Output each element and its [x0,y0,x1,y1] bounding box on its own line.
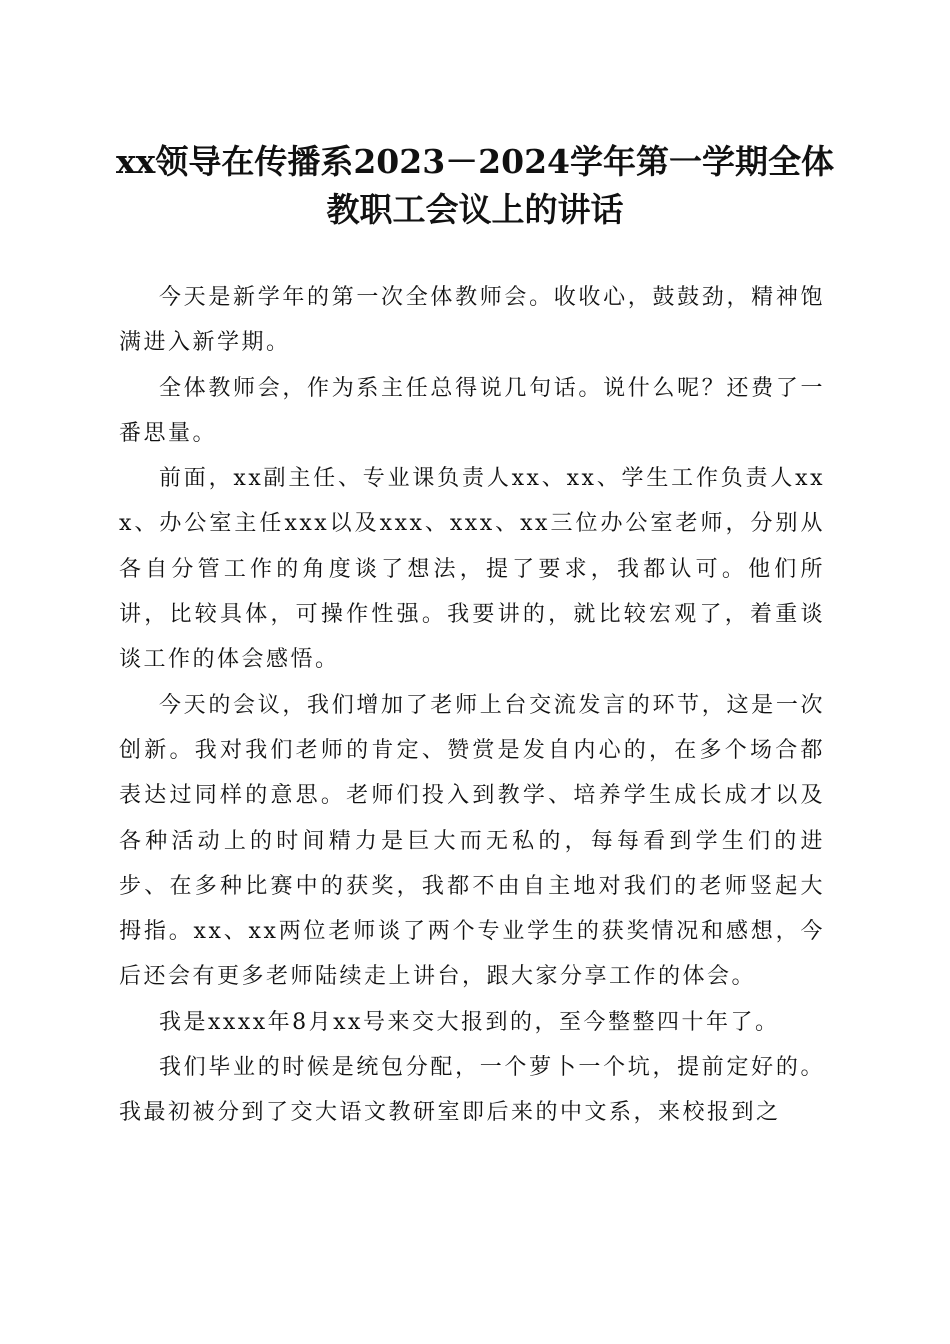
paragraph-6: 我们毕业的时候是统包分配，一个萝卜一个坑，提前定好的。我最初被分到了交大语文教研室即后来的中文系，来校报到之 [119,1055,825,1126]
paragraph-4: 今天的会议，我们增加了老师上台交流发言的环节，这是一次创新。我对我们老师的肯定、赞赏是发自内心的，在多个场合都表达过同样的意思。老师们投入到教学、培养学生成长成才以及各种活动上的时间精力是巨大而无私的，每每看到学生们的进步、在多种比赛中的获奖，我都不由自主地对我们的老师竖起大拇指。xx、xx两位老师谈了两个专业学生的获奖情况和感想，今后还会有更多老师陆续走上讲台，跟大家分享工作的体会。 [119,692,825,990]
paragraph-1: 今天是新学年的第一次全体教师会。收收心，鼓鼓劲，精神饱满进入新学期。 [119,285,825,356]
document-title: xx领导在传播系2023－2024学年第一学期全体教职工会议上的讲话 [115,142,835,229]
paragraph-3: 前面，xx副主任、专业课负责人xx、xx、学生工作负责人xxx、办公室主任xxx以及xxx、xxx、xx三位办公室老师，分别从各自分管工作的角度谈了想法，提了要求，我都认可。他们所讲，比较具体，可操作性强。我要讲的，就比较宏观了，着重谈谈工作的体会感悟。 [119,466,825,673]
paragraph-5: 我是xxxx年8月xx号来交大报到的，至今整整四十年了。 [159,1009,780,1035]
paragraph-2: 全体教师会，作为系主任总得说几句话。说什么呢？还费了一番思量。 [119,375,825,446]
document-body [119,275,825,1136]
